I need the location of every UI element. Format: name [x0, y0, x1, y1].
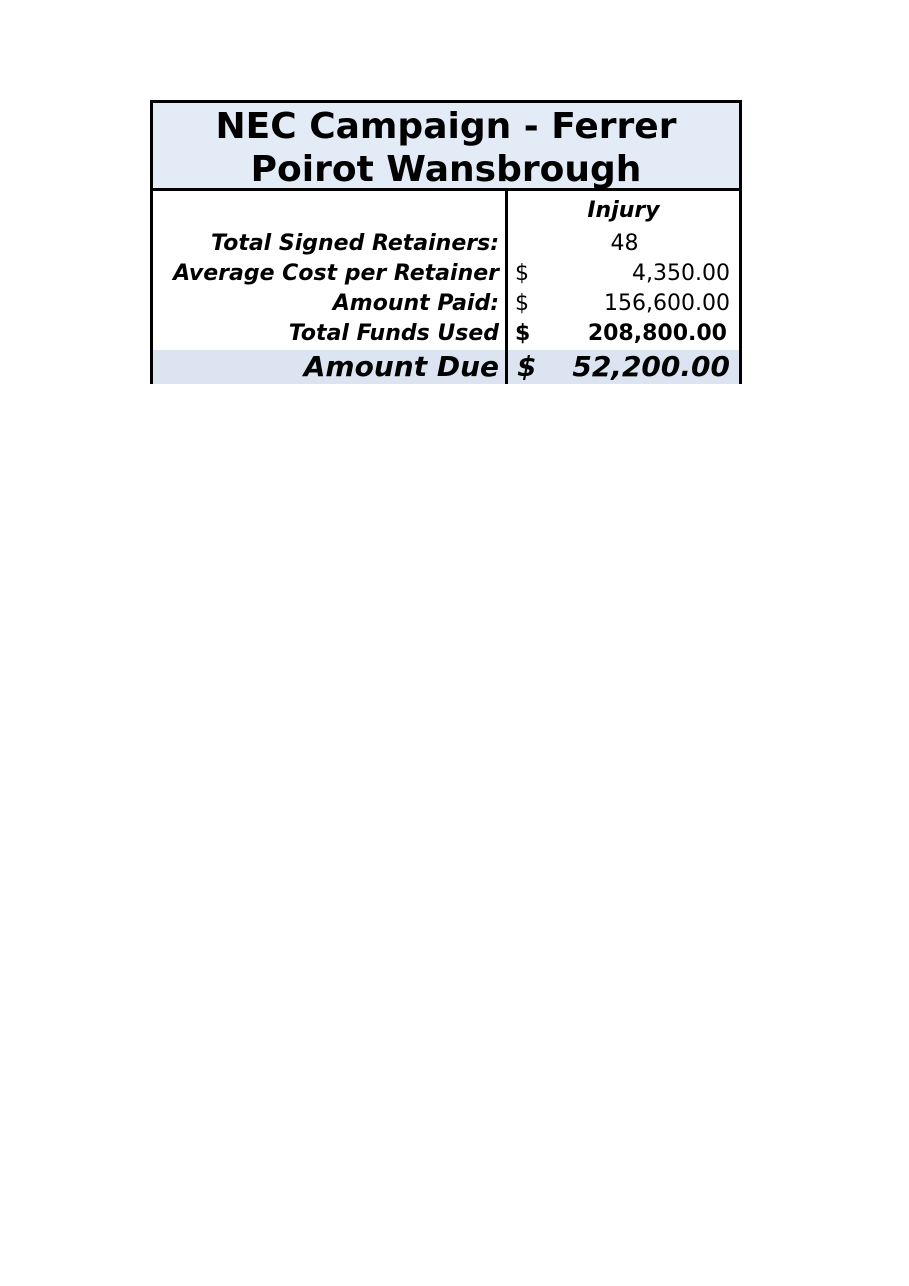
- column-header-injury: Injury: [587, 198, 660, 223]
- label-amount-paid: Amount Paid:: [332, 291, 499, 316]
- value-amount-due: 52,200.00: [572, 350, 730, 383]
- currency-amount-due: $: [517, 350, 537, 383]
- currency-average-cost: $: [515, 261, 529, 286]
- value-average-cost-per-retainer: 4,350.00: [632, 261, 730, 286]
- currency-amount-paid: $: [515, 291, 529, 316]
- summary-table: [150, 100, 742, 384]
- label-amount-due: Amount Due: [303, 350, 499, 383]
- value-total-signed-retainers: 48: [610, 231, 639, 256]
- value-amount-paid: 156,600.00: [604, 291, 730, 316]
- table-title: [153, 103, 739, 191]
- label-total-funds-used: Total Funds Used: [288, 321, 499, 346]
- currency-total-funds-used: $: [515, 321, 531, 346]
- title-line-1: NEC Campaign - Ferrer: [215, 106, 677, 147]
- label-average-cost-per-retainer: Average Cost per Retainer: [173, 261, 499, 286]
- label-total-signed-retainers: Total Signed Retainers:: [211, 231, 499, 256]
- value-total-funds-used: 208,800.00: [587, 321, 727, 346]
- title-line-2: Poirot Wansbrough: [250, 149, 642, 190]
